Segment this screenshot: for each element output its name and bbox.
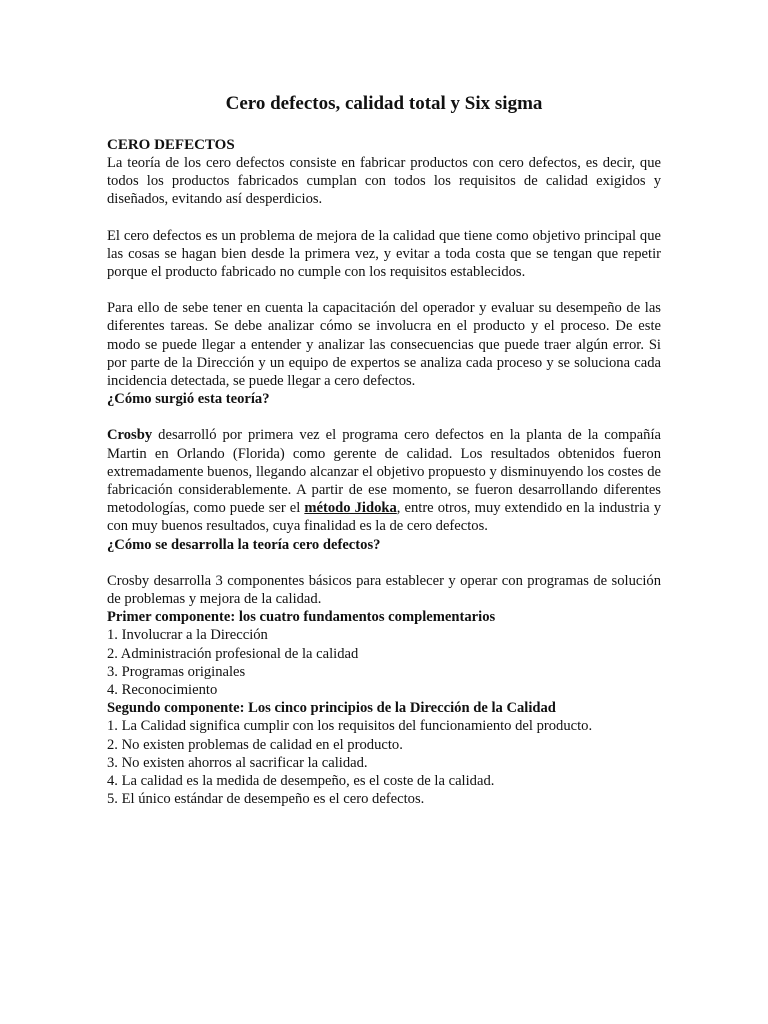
crosby-text-b: , entre otros, muy extendido en la industria y con muy buenos resultados, cuya finalidad es la de cero defectos. <box>107 500 662 535</box>
crosby-bold: Crosby <box>107 427 153 444</box>
question-origin: ¿Cómo surgió esta teoría? <box>107 391 270 408</box>
list-item: 2. No existen problemas de calidad en el producto. <box>107 736 403 753</box>
paragraph-crosby-history <box>107 426 661 535</box>
jidoka-method-link[interactable]: método Jidoka <box>304 500 397 517</box>
list-item: 3. Programas originales <box>107 663 246 680</box>
list-item: 2. Administración profesional de la calidad <box>107 645 359 662</box>
paragraph-objective: El cero defectos es un problema de mejora de la calidad que tiene como objetivo principal que las cosas se hagan bien desde la primera vez, y evitar a toda costa que se tengan que repetir porque el producto fabricado no cumple con los requisitos establecidos. <box>107 227 661 281</box>
list-item: 5. El único estándar de desempeño es el cero defectos. <box>107 791 425 808</box>
list-principles <box>107 717 661 808</box>
document-title: Cero defectos, calidad total y Six sigma <box>225 93 543 114</box>
list-item: 1. La Calidad significa cumplir con los requisitos del funcionamiento del producto. <box>107 718 593 735</box>
section-heading: CERO DEFECTOS <box>107 137 235 153</box>
heading-first-component: Primer componente: los cuatro fundamentos complementarios <box>107 609 496 626</box>
list-item: 4. Reconocimiento <box>107 682 218 699</box>
list-item: 3. No existen ahorros al sacrificar la calidad. <box>107 754 368 771</box>
list-item: 4. La calidad es la medida de desempeño, es el coste de la calidad. <box>107 773 495 790</box>
crosby-text-a: desarrolló por primera vez el programa cero defectos en la planta de la compañía Martin en Orlando (Florida) como gerente de calidad. Los resultados obtenidos fueron extremadamente buenos, llegando alcanzar el objetivo propuesto y disminuyendo los costes de fabricación considerablemente. A partir de ese momento, se fueron desarrollando diferentes metodologías, como puede ser el <box>107 427 661 517</box>
question-development: ¿Cómo se desarrolla la teoría cero defectos? <box>107 536 381 553</box>
paragraph-components: Crosby desarrolla 3 componentes básicos para establecer y operar con programas de solución de problemas y mejora de la calidad. <box>107 572 661 608</box>
list-fundamentals <box>107 626 661 699</box>
paragraph-training: Para ello de sebe tener en cuenta la capacitación del operador y evaluar su desempeño de las diferentes tareas. Se debe analizar cómo se involucra en el producto y el proceso. De este modo se puede llegar a entender y analizar las consecuencias que puede traer algún error. Si por parte de la Dirección y un equipo de expertos se analiza cada proceso y se soluciona cada incidencia detectada, se puede llegar a cero defectos. <box>107 300 661 390</box>
heading-second-component: Segundo componente: Los cinco principios de la Dirección de la Calidad <box>107 700 556 717</box>
list-item: 1. Involucrar a la Dirección <box>107 627 268 644</box>
paragraph-definition: La teoría de los cero defectos consiste en fabricar productos con cero defectos, es decir, que todos los productos fabricados cumplan con todos los requisitos de calidad exigidos y diseñados, evitando así desperdicios. <box>107 155 661 208</box>
